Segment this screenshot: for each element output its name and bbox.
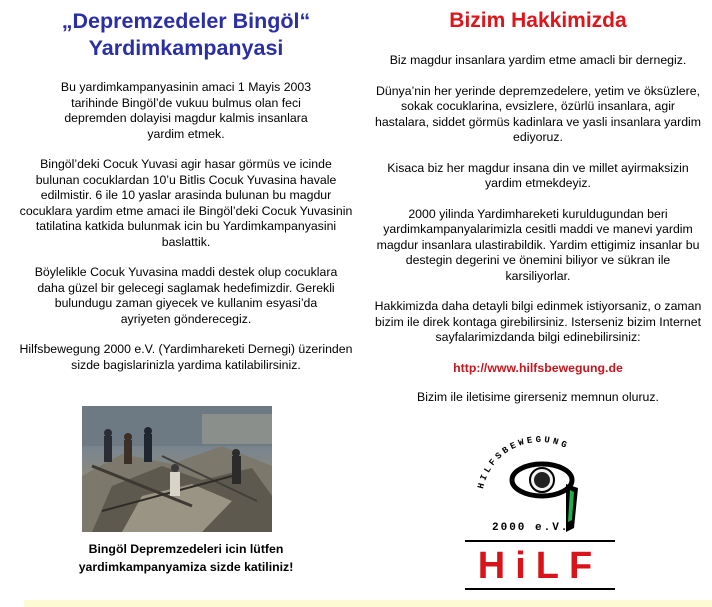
- right-paragraph-6: Bizim ile iletisime girerseniz memnun oluruz.: [417, 389, 659, 404]
- right-paragraph-2: Dünya’nin her yerinde depremzedelere, yetim ve öksüzlere, sokak cocuklarina, evsizlere, özürlü insanlara, agir hastalara, siddet görmüs kadinlara ve yasli insanlara yardim ediyoruz.: [374, 83, 702, 144]
- left-title-line1: „Depremzedeler Bingöl“: [61, 9, 311, 33]
- left-title: [14, 8, 358, 62]
- earthquake-rubble-photo: [82, 406, 272, 532]
- left-paragraph-4: Hilfsbewegung 2000 e.V. (Yardimhareketi Dernegi) üzerinden sizde bagislarinizla yardima katilabilirsiniz.: [19, 342, 353, 372]
- left-paragraph-3: Böylelikle Cocuk Yuvasina maddi destek olup cocuklara daha güzel bir gelecegi saglamak hedefimizdir. Gerekli bulundugu zaman giyecek ve kullanim esyasi’da ayriyeten gönderecegiz.: [34, 265, 338, 326]
- right-column: [366, 0, 710, 405]
- left-paragraph-1: Bu yardimkampanyasinin amaci 1 Mayis 2003 tarihinde Bingöl’de vukuu bulmus olan feci depremden dolayisi magdur kalmis insanlara yardim etmek.: [60, 80, 312, 141]
- left-title-line2: Yardimkampanyasi: [88, 36, 284, 60]
- hilf-wordmark: HiLF: [465, 540, 615, 590]
- logo-year-text: 2000 e.V.: [492, 522, 570, 534]
- caption-line2: yardimkampanyamiza sizde katiliniz!: [78, 560, 294, 574]
- right-paragraph-1: Biz magdur insanlara yardim etme amacli bir dernegiz.: [389, 53, 687, 67]
- right-title: Bizim Hakkimizda: [449, 9, 627, 32]
- right-paragraph-5: Hakkimizda daha detayli bilgi edinmek istiyorsaniz, o zaman bizim ile direk kontaga girebilirsiniz. Isterseniz bizim Internet sayfalarimizdanda bilgi edinebilirsiniz:: [374, 299, 702, 344]
- left-paragraph-2: Bingöl’deki Cocuk Yuvasi agir hasar görmüs ve icinde bulunan cocuklardan 10’u Bitlis Cocuk Yuvasina havale edilmistir. 6 ile 10 yaslar arasinda bulunan bu magdur cocuklara yardim etme amaci ile Bingöl’deki Cocuk Yuvasinin tatilatina katkida bulunmak icin bu Yardimkampanyasini baslattik.: [19, 157, 353, 249]
- logo-arc-text: HILFSBEWEGUNG: [476, 434, 572, 490]
- caption-line1: Bingöl Depremzedeleri icin lütfen: [88, 542, 284, 556]
- right-paragraph-3: Kisaca biz her magdur insana din ve millet ayirmaksizin yardim etmekdeyiz.: [387, 160, 689, 190]
- website-link[interactable]: http://www.hilfsbewegung.de: [453, 360, 623, 375]
- left-column: [14, 0, 358, 373]
- bottom-strip: [24, 600, 712, 607]
- right-paragraph-4: 2000 yilinda Yardimhareketi kuruldugundan beri yardimkampanyalarimizla cesitli maddi ve manevi yardim magdur insanlara ulastirabildik. Yardim ettigimiz insanlar bu destegin degerini ve önemini biliyor ve sükran ile karsiliyorlar.: [376, 206, 700, 283]
- photo-caption: [14, 540, 358, 576]
